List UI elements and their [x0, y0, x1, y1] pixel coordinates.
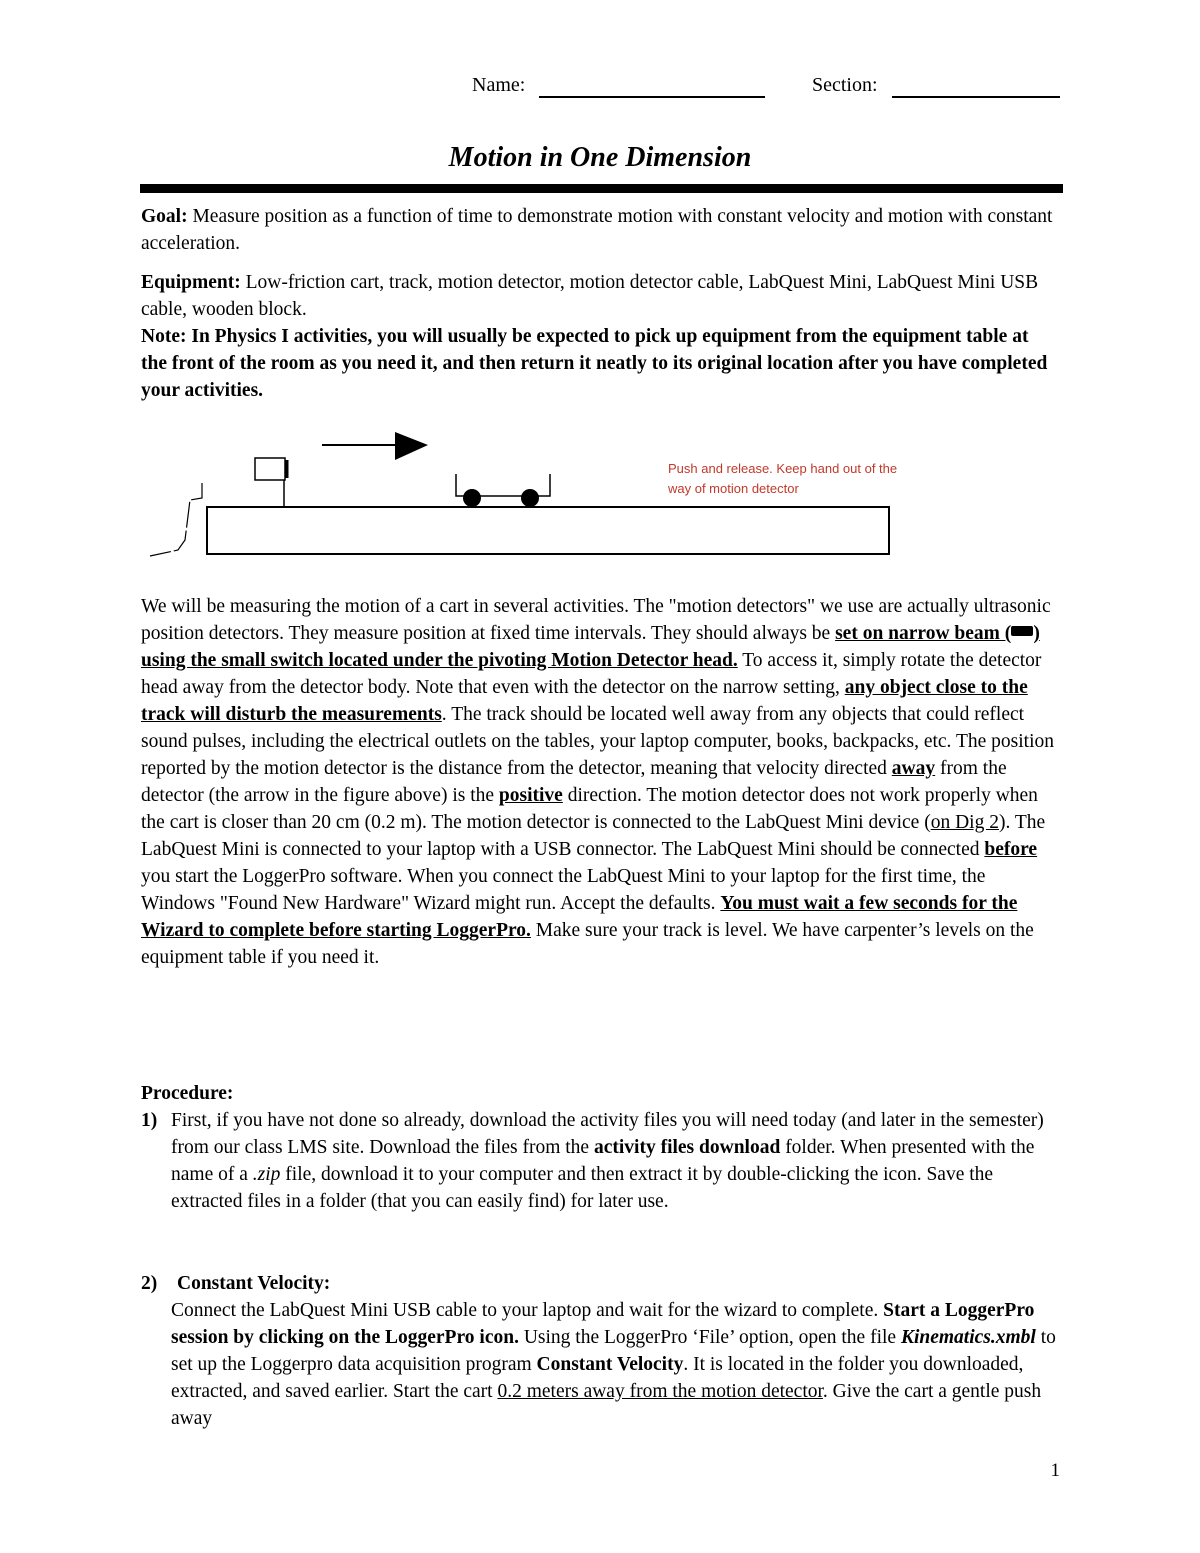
step-2-number: 2)	[141, 1273, 158, 1294]
step-1-zip: .zip	[252, 1164, 281, 1185]
cart-wheel-rear	[463, 489, 481, 507]
before-emphasis: before	[984, 839, 1038, 860]
direction-arrow-head	[395, 432, 428, 460]
narrow-beam-emphasis-b: ) using the small switch located under the pivoting Motion Detector head.	[141, 623, 1040, 671]
step-2-program-name: Constant Velocity	[536, 1354, 684, 1375]
track	[207, 507, 889, 554]
intro-text-3: . The track should be located well away from any objects that could reflect sound pulses, including the electrical outlets on the tables, your laptop computer, books, backpacks, etc. The position reported by the motion detector is the distance from the detector, meaning that velocity directed	[141, 704, 1054, 779]
equipment-text: Low-friction cart, track, motion detector, motion detector cable, LabQuest Mini, LabQuest Mini USB cable, wooden block.	[141, 272, 1039, 320]
goal-label: Goal:	[141, 206, 188, 227]
step-2-text-c: Using the LoggerPro ‘File’ option, open the file	[518, 1327, 901, 1348]
motion-detector-head	[255, 458, 285, 480]
step-2-title: Constant Velocity:	[177, 1273, 331, 1294]
intro-text-7: you start the LoggerPro software. When you connect the LabQuest Mini to your laptop for the first time, the Windows "Found New Hardware" Wizard might run. Accept the defaults.	[141, 866, 986, 914]
dig2-emphasis: on Dig 2	[930, 812, 999, 833]
page-number: 1	[1050, 1460, 1060, 1481]
equipment-paragraph	[141, 269, 1059, 404]
page-title: Motion in One Dimension	[448, 142, 752, 173]
step-1-folder-name: activity files download	[593, 1137, 781, 1158]
intro-text-8: Make sure your track is level. We have carpenter’s levels on the equipment table if you need it.	[141, 920, 1034, 968]
setup-diagram	[140, 428, 900, 568]
intro-paragraph	[141, 593, 1059, 971]
intro-text-5: direction. The motion detector does not work properly when the cart is closer than 20 cm (0.2 m). The motion detector is connected to the LabQuest Mini device (	[141, 785, 1038, 833]
narrow-beam-icon	[1011, 626, 1033, 636]
away-emphasis: away	[891, 758, 936, 779]
step-2-filename: Kinematics.xmbl	[900, 1327, 1036, 1348]
intro-text-6: ). The LabQuest Mini is connected to your laptop with a USB connector. The LabQuest Mini should be connected	[141, 812, 1046, 860]
title-rule	[140, 184, 1063, 193]
disturb-warning: any object close to the track will disturb the measurements	[141, 677, 1028, 725]
intro-text-4: from the detector (the arrow in the figure above) is the	[141, 758, 1007, 806]
step-2-text-g: . It is located in the folder you downloaded, extracted, and saved earlier. Start the cart	[171, 1354, 1024, 1402]
procedure-heading	[141, 1080, 1059, 1107]
goal-paragraph	[141, 203, 1059, 257]
procedure-step-1	[141, 1107, 1059, 1215]
detector-cable	[150, 483, 202, 556]
procedure-heading-text: Procedure:	[141, 1083, 234, 1104]
cart-wheel-front	[521, 489, 539, 507]
section-label: Section:	[812, 74, 878, 96]
step-2-text-i: . Give the cart a gentle push away	[171, 1381, 1042, 1429]
step-1-number: 1)	[141, 1110, 158, 1131]
step-1-text-c: folder. When presented with the name of a	[171, 1137, 1035, 1185]
step-2-start-loggerpro: Start a LoggerPro session by clicking on the LoggerPro icon.	[171, 1300, 1035, 1348]
section-field-line[interactable]	[892, 96, 1060, 98]
wizard-warning: You must wait a few seconds for the Wizard to complete before starting LoggerPro.	[141, 893, 1018, 941]
equipment-note: Note: In Physics I activities, you will usually be expected to pick up equipment from the equipment table at the front of the room as you need it, and then return it neatly to its original location after you have completed your activities.	[141, 326, 1048, 401]
step-1-text-a: First, if you have not done so already, download the activity files you will need today (and later in the semester) from our class LMS site. Download the files from the	[171, 1110, 1044, 1158]
step-2-text-a: Connect the LabQuest Mini USB cable to your laptop and wait for the wizard to complete.	[171, 1300, 884, 1321]
procedure-step-2	[141, 1270, 1059, 1432]
step-1-text-e: file, download it to your computer and then extract it by double-clicking the icon. Save the extracted files in a folder (that you can easily find) for later use.	[171, 1164, 994, 1212]
name-label: Name:	[472, 74, 526, 96]
equipment-label: Equipment:	[141, 272, 241, 293]
header	[0, 72, 1200, 102]
intro-text-2: To access it, simply rotate the detector head away from the detector body. Note that even with the detector on the narrow setting,	[141, 650, 1042, 698]
goal-text: Measure position as a function of time to demonstrate motion with constant velocity and motion with constant acceleration.	[141, 206, 1053, 254]
step-2-text-e: to set up the Loggerpro data acquisition program	[171, 1327, 1056, 1375]
step-2-start-distance: 0.2 meters away from the motion detector	[497, 1381, 823, 1402]
name-field-line[interactable]	[539, 96, 765, 98]
narrow-beam-emphasis-a: set on narrow beam (	[835, 623, 1012, 644]
intro-text-1: We will be measuring the motion of a cart in several activities. The "motion detectors" we use are actually ultrasonic position detectors. They measure position at fixed time intervals. They should always be	[141, 596, 1051, 644]
diagram-caption: Push and release. Keep hand out of the way of motion detector	[668, 461, 898, 496]
positive-emphasis: positive	[498, 785, 563, 806]
